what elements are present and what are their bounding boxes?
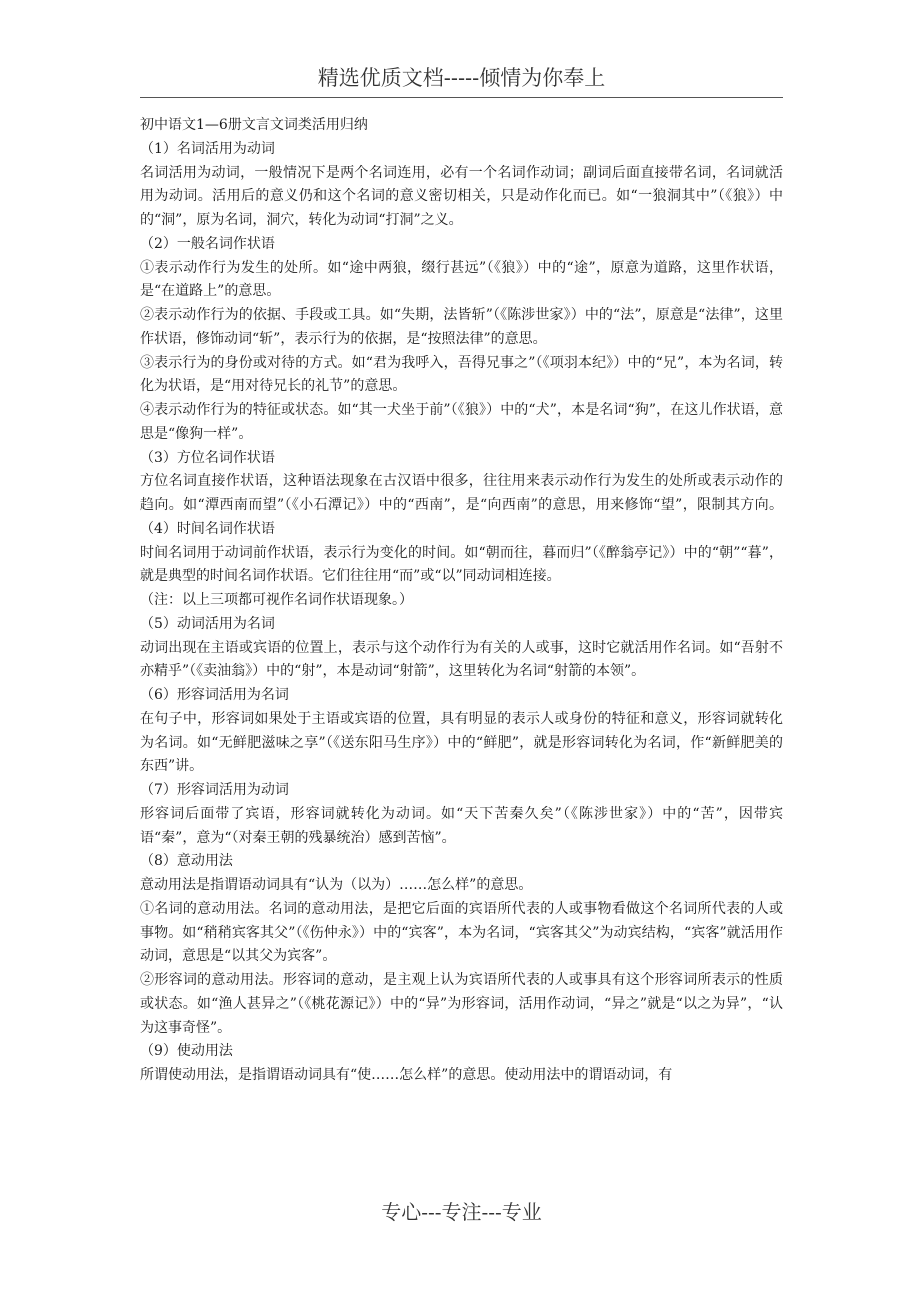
document-title: 初中语文1—6册文言文词类活用归纳 — [140, 117, 368, 133]
paragraph: 在句子中，形容词如果处于主语或宾语的位置，具有明显的表示人或身份的特征和意义，形容词就转化为名词。如“无鲜肥滋味之享”（《送东阳马生序》）中的“鲜肥”，就是形容词转化为名词，作“新鲜肥美的东西”讲。 — [140, 710, 783, 775]
page-header: 精选优质文档-----倾情为你奉上 — [317, 66, 606, 90]
paragraph: ③表示行为的身份或对待的方式。如“君为我呼入，吾得兄事之”（《项羽本纪》）中的“兄”，本为名词，转化为状语，是“用对待兄长的礼节”的意思。 — [140, 354, 783, 395]
paragraph: 名词活用为动词，一般情况下是两个名词连用，必有一个名词作动词；副词后面直接带名词，名词就活用为动词。活用后的意义仍和这个名词的意义密切相关，只是动作化而已。如“一狼洞其中”（《狼》）中的“洞”，原为名词，洞穴，转化为动词“打洞”之义。 — [140, 164, 783, 228]
paragraph: ②表示动作行为的依据、手段或工具。如“失期，法皆斩”（《陈涉世家》）中的“法”，原意是“法律”，这里作状语，修饰动词“斩”，表示行为的依据，是“按照法律”的意思。 — [140, 307, 783, 347]
paragraph: ①表示动作行为发生的处所。如“途中两狼，缀行甚远”（《狼》）中的“途”，原意为道路，这里作状语，是“在道路上”的意思。 — [140, 259, 783, 300]
section-heading: （9）使动用法 — [140, 1043, 233, 1060]
section-heading: （5）动词活用为名词 — [140, 615, 275, 632]
section-heading: （1）名词活用为动词 — [140, 140, 275, 157]
paragraph: 动词出现在主语或宾语的位置上，表示与这个动作行为有关的人或事，这时它就活用作名词。如“吾射不亦精乎”（《卖油翁》）中的“射”，本是动词“射箭”，这里转化为名词“射箭的本领”。 — [140, 639, 783, 680]
note: （注：以上三项都可视作名词作状语现象。） — [140, 592, 413, 608]
page-footer: 专心---专注---专业 — [381, 1200, 542, 1224]
section-heading: （3）方位名词作状语 — [140, 449, 275, 466]
section-heading: （8）意动用法 — [140, 853, 233, 870]
document-body — [140, 114, 783, 1088]
paragraph: 时间名词用于动词前作状语，表示行为变化的时间。如“朝而往，暮而归”（《醉翁亭记》）中的“朝”“暮”，就是典型的时间名词作状语。它们往往用“而”或“以”同动词相连接。 — [140, 544, 783, 585]
paragraph: 方位名词直接作状语，这种语法现象在古汉语中很多，往往用来表示动作行为发生的处所或表示动作的趋向。如“潭西南而望”（《小石潭记》）中的“西南”，是“向西南”的意思，用来修饰“望”，限制其方向。（4）时间名词作状语 — [140, 473, 783, 537]
paragraph: ④表示动作行为的特征或状态。如“其一犬坐于前”（《狼》）中的“犬”，本是名词“狗”，在这儿作状语，意思是“像狗一样”。 — [140, 402, 783, 442]
paragraph: 意动用法是指谓语动词具有“认为（以为）……怎么样”的意思。 — [140, 877, 533, 893]
header-divider — [140, 97, 783, 98]
section-heading: （6）形容词活用为名词 — [140, 687, 289, 703]
paragraph: ①名词的意动用法。名词的意动用法，是把它后面的宾语所代表的人或事物看做这个名词所代表的人或事物。如“稍稍宾客其父”（《伤仲永》）中的“宾客”，本为名词，“宾客其父”为动宾结构，“宾客”就活用作动词，意思是“以其父为宾客”。 — [140, 900, 783, 965]
paragraph: 形容词后面带了宾语，形容词就转化为动词。如“天下苦秦久矣”（《陈涉世家》）中的“苦”，因带宾语“秦”，意为“（对秦王朝的残暴统治）感到苦恼”。 — [140, 805, 783, 846]
paragraph: 所谓使动用法，是指谓语动词具有“使……怎么样”的意思。使动用法中的谓语动词，有 — [140, 1067, 673, 1083]
paragraph: ②形容词的意动用法。形容词的意动，是主观上认为宾语所代表的人或事具有这个形容词所表示的性质或状态。如“渔人甚异之”（《桃花源记》）中的“异”为形容词，活用作动词，“异之”就是“以之为异”，“认为这事奇怪”。 — [140, 972, 783, 1036]
section-heading: （7）形容词活用为动词 — [140, 782, 289, 798]
section-heading: （2）一般名词作状语 — [140, 235, 275, 252]
